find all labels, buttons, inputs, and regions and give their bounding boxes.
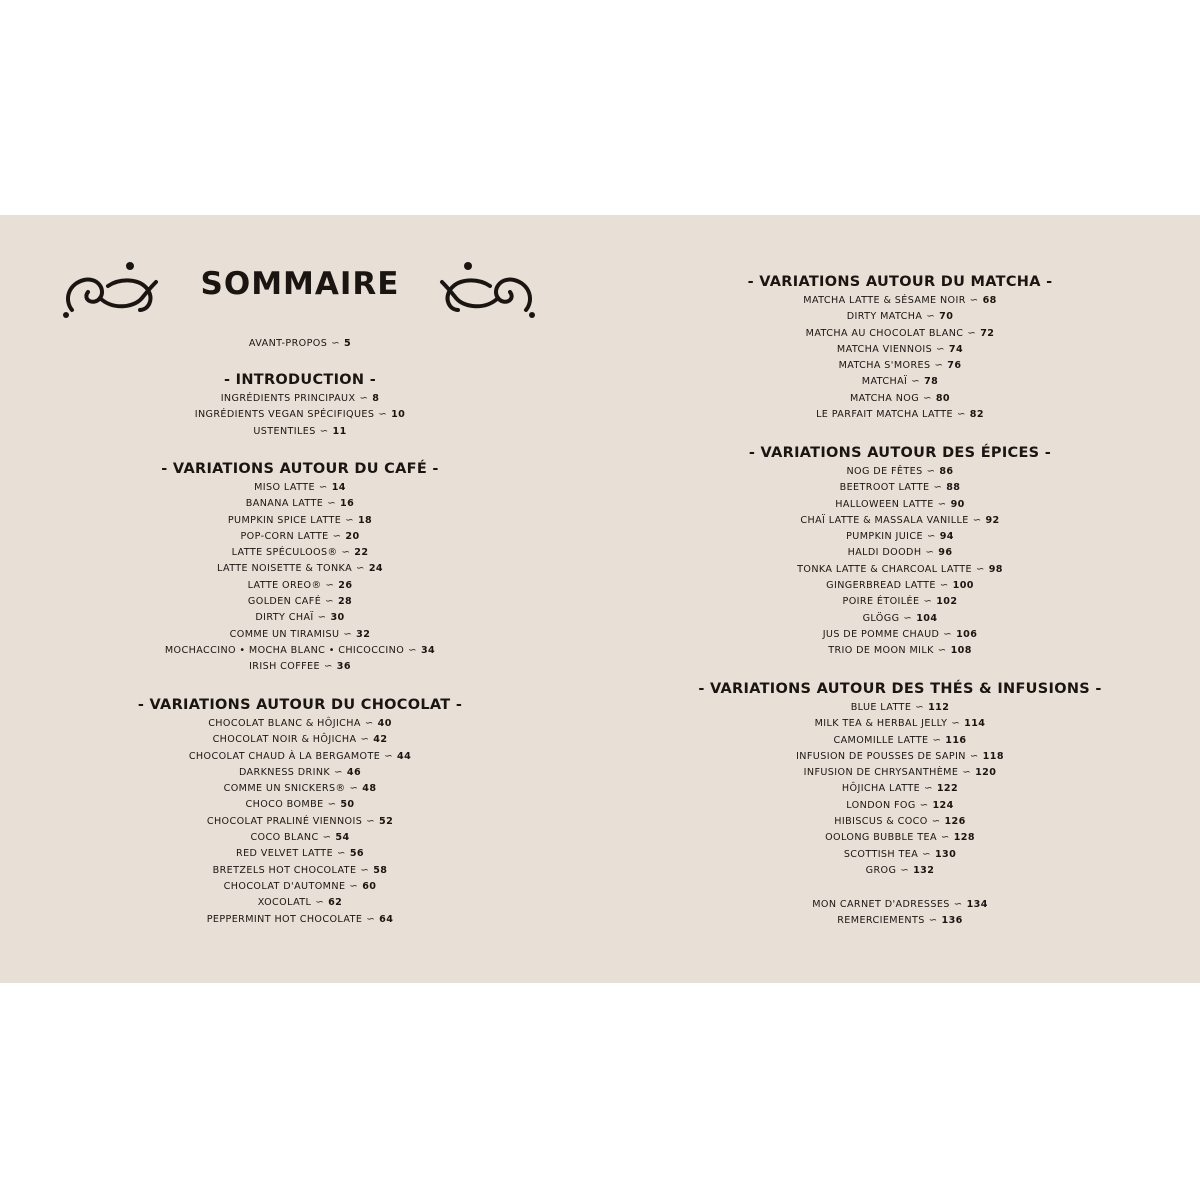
entry-page: 130	[934, 848, 957, 860]
separator-icon: ∽	[327, 799, 337, 811]
entry-label: PEPPERMINT HOT CHOCOLATE	[206, 913, 363, 925]
toc-entry[interactable]	[600, 700, 1200, 716]
toc-entry[interactable]	[600, 480, 1200, 496]
toc-entry[interactable]	[600, 545, 1200, 561]
section-cafe	[0, 458, 600, 676]
entry-label: CHOCO BOMBE	[245, 799, 324, 811]
entry-label: CHOCOLAT D'AUTOMNE	[223, 880, 346, 892]
toc-entry[interactable]	[600, 407, 1200, 423]
entry-page: 106	[956, 628, 978, 640]
separator-icon: ∽	[924, 783, 933, 795]
separator-icon: ∽	[923, 392, 932, 404]
entry-label: PUMPKIN SPICE LATTE	[227, 514, 342, 526]
separator-icon: ∽	[926, 311, 936, 323]
section-title: - VARIATIONS AUTOUR DU MATCHA -	[747, 274, 1053, 290]
entry-page: 22	[354, 547, 369, 559]
section-matcha	[600, 271, 1200, 423]
separator-icon: ∽	[933, 482, 943, 494]
separator-icon: ∽	[366, 913, 376, 925]
separator-icon: ∽	[384, 750, 393, 762]
book-spread	[0, 215, 1200, 983]
entry-page: 58	[373, 864, 388, 876]
toc-entry[interactable]	[600, 781, 1200, 797]
section-introduction	[0, 369, 600, 440]
toc-entry[interactable]	[600, 716, 1200, 732]
separator-icon: ∽	[937, 645, 947, 657]
entry-page: 28	[337, 596, 353, 608]
entry-page: 10	[391, 409, 406, 421]
separator-icon: ∽	[408, 644, 417, 656]
toc-entry[interactable]	[0, 863, 600, 879]
entry-page: 108	[950, 645, 972, 657]
separator-icon: ∽	[956, 409, 966, 421]
entry-label: COMME UN TIRAMISU	[229, 628, 340, 640]
toc-entry[interactable]	[600, 798, 1200, 814]
toc-entry[interactable]	[0, 610, 600, 626]
entry-label: LATTE OREO®	[247, 579, 322, 591]
entry-page: 124	[932, 799, 954, 811]
separator-icon: ∽	[919, 799, 929, 811]
entry-label: DARKNESS DRINK	[238, 766, 331, 778]
toc-entry[interactable]	[0, 895, 600, 911]
entry-page: 30	[330, 612, 345, 624]
entry-page: 118	[982, 750, 1004, 762]
toc-entry[interactable]	[0, 830, 600, 846]
entry-label: IRISH COFFEE	[249, 661, 320, 673]
toc-entry[interactable]	[0, 912, 600, 928]
entry-label: LATTE SPÉCULOOS®	[231, 547, 338, 559]
toc-entry[interactable]	[600, 578, 1200, 594]
entry-label: POP-CORN LATTE	[240, 530, 329, 542]
separator-icon: ∽	[932, 734, 942, 746]
entry-page: 100	[952, 580, 974, 592]
entry-page: 116	[945, 734, 967, 746]
entry-page: 26	[338, 579, 353, 591]
separator-icon: ∽	[349, 783, 359, 795]
separator-icon: ∽	[323, 661, 333, 673]
entry-label: MATCHA AU CHOCOLAT BLANC	[805, 327, 964, 339]
toc-entry[interactable]	[600, 847, 1200, 863]
entry-label: MON CARNET D'ADRESSES	[812, 899, 950, 910]
separator-icon: ∽	[969, 295, 979, 306]
separator-icon: ∽	[923, 596, 933, 608]
toc-entry[interactable]	[0, 391, 600, 407]
toc-entry[interactable]	[0, 797, 600, 813]
title-row	[0, 260, 600, 330]
entry-page: 86	[939, 466, 954, 477]
toc-entry[interactable]	[0, 781, 600, 797]
entry-label: HALLOWEEN LATTE	[835, 498, 934, 510]
entry-page: 120	[975, 767, 997, 779]
toc-entry[interactable]	[0, 578, 600, 594]
section-title: - VARIATIONS AUTOUR DES ÉPICES -	[748, 445, 1052, 461]
toc-entry[interactable]	[600, 529, 1200, 545]
toc-entry[interactable]	[600, 358, 1200, 374]
toc-entry[interactable]	[0, 716, 600, 732]
separator-icon: ∽	[962, 767, 972, 779]
toc-entry[interactable]	[600, 863, 1200, 879]
entry-label: LATTE NOISETTE & TONKA	[217, 563, 353, 575]
entry-label: JUS DE POMME CHAUD	[822, 628, 940, 640]
entry-page: 76	[947, 360, 962, 372]
separator-icon: ∽	[969, 750, 979, 762]
toc-entry[interactable]	[600, 374, 1200, 390]
entry-label: MISO LATTE	[254, 482, 315, 493]
separator-icon: ∽	[922, 848, 931, 860]
entry-label: INFUSION DE CHRYSANTHÈME	[803, 767, 959, 779]
entry-page: 34	[420, 644, 436, 656]
entry-label: BEETROOT LATTE	[839, 482, 930, 494]
entry-page: 128	[953, 832, 975, 844]
entry-label: TONKA LATTE & CHARCOAL LATTE	[797, 563, 972, 575]
entry-page: 70	[939, 311, 954, 323]
separator-icon: ∽	[318, 482, 328, 493]
entry-label: GINGERBREAD LATTE	[826, 580, 936, 592]
entry-label: CHOCOLAT NOIR & HÔJICHA	[212, 734, 357, 746]
entry-label: MATCHA S'MORES	[838, 360, 931, 372]
separator-icon: ∽	[951, 718, 961, 730]
separator-icon: ∽	[928, 915, 938, 927]
entry-page: 14	[331, 482, 346, 493]
entry-page: 94	[939, 531, 954, 543]
toc-entry[interactable]	[600, 342, 1200, 358]
entry-page: 90	[950, 498, 965, 510]
separator-icon: ∽	[940, 832, 950, 844]
entry-label: GLÖGG	[862, 612, 900, 624]
toc-entry[interactable]	[0, 545, 600, 561]
separator-icon: ∽	[315, 897, 325, 909]
toc-entry[interactable]	[0, 732, 600, 748]
entry-label: LE PARFAIT MATCHA LATTE	[816, 409, 953, 421]
entry-label: HIBISCUS & COCO	[834, 816, 928, 828]
entry-page: 136	[941, 915, 963, 927]
entry-label: LONDON FOG	[846, 799, 916, 811]
entry-label: MATCHA NOG	[849, 392, 920, 404]
toc-entry[interactable]	[600, 562, 1200, 578]
separator-icon: ∽	[343, 628, 353, 640]
toc-entry[interactable]	[0, 407, 600, 423]
separator-icon: ∽	[331, 338, 340, 349]
entry-page: 72	[980, 327, 995, 339]
separator-icon: ∽	[345, 514, 354, 526]
entry-label: CHOCOLAT CHAUD À LA BERGAMOTE	[188, 750, 381, 762]
entry-label: CHOCOLAT PRALINÉ VIENNOIS	[206, 815, 363, 827]
entry-label: INGRÉDIENTS VEGAN SPÉCIFIQUES	[194, 409, 375, 421]
entry-page: 78	[924, 376, 939, 388]
section-title: - VARIATIONS AUTOUR DU CAFÉ -	[161, 461, 439, 477]
separator-icon: ∽	[317, 612, 327, 624]
separator-icon: ∽	[939, 580, 949, 592]
separator-icon: ∽	[967, 327, 977, 339]
entry-label: BANANA LATTE	[245, 498, 324, 510]
entry-page: 54	[335, 832, 350, 844]
entry-label: BLUE LATTE	[850, 702, 912, 713]
toc-entry[interactable]	[0, 643, 600, 659]
toc-entry[interactable]	[600, 513, 1200, 529]
entry-page: 126	[944, 816, 966, 828]
entry-label: MOCHACCINO • MOCHA BLANC • CHICOCCINO	[164, 644, 405, 656]
entry-page: 11	[332, 425, 347, 437]
toc-entry[interactable]	[0, 846, 600, 862]
entry-label: TRIO DE MOON MILK	[828, 645, 934, 657]
entry-page: 50	[340, 799, 355, 811]
toc-entry[interactable]	[0, 814, 600, 830]
separator-icon: ∽	[334, 766, 343, 778]
entry-label: REMERCIEMENTS	[837, 915, 925, 927]
separator-icon: ∽	[911, 376, 921, 388]
entry-page: 68	[982, 295, 997, 306]
entry-label: COMME UN SNICKERS®	[223, 783, 346, 795]
entry-page: 92	[985, 514, 1000, 526]
entry-page: 122	[936, 783, 959, 795]
toc-entry[interactable]	[0, 749, 600, 765]
extras-block	[600, 897, 1200, 930]
entry-page: 18	[357, 514, 373, 526]
separator-icon: ∽	[936, 343, 945, 355]
entry-label: USTENTILES	[253, 425, 316, 437]
entry-label: POIRE ÉTOILÉE	[842, 596, 920, 608]
entry-label: INGRÉDIENTS PRINCIPAUX	[220, 393, 356, 404]
separator-icon: ∽	[934, 360, 944, 372]
entry-label: MATCHA VIENNOIS	[836, 343, 933, 355]
entry-label: NOG DE FÊTES	[846, 466, 923, 477]
entry-page: 114	[964, 718, 986, 730]
entry-label: RED VELVET LATTE	[236, 848, 334, 860]
separator-icon: ∽	[360, 864, 370, 876]
toc-entry[interactable]	[600, 594, 1200, 610]
entry-page: 60	[362, 880, 377, 892]
entry-page: 88	[946, 482, 961, 494]
separator-icon: ∽	[937, 498, 947, 510]
entry-label: GROG	[865, 864, 897, 876]
separator-icon: ∽	[325, 579, 335, 591]
separator-icon: ∽	[325, 596, 334, 608]
entry-page: 102	[936, 596, 958, 608]
section-epices	[600, 442, 1200, 660]
separator-icon: ∽	[953, 899, 963, 910]
entry-label: GOLDEN CAFÉ	[247, 596, 322, 608]
toc-entry[interactable]	[600, 749, 1200, 765]
entry-page: 64	[379, 913, 394, 925]
entry-label: SCOTTISH TEA	[843, 848, 919, 860]
entry-page: 96	[938, 547, 953, 559]
entry-page: 8	[372, 393, 380, 404]
toc-entry[interactable]	[0, 513, 600, 529]
entry-label: MATCHA LATTE & SÉSAME NOIR	[803, 295, 966, 306]
entry-page: 132	[913, 864, 935, 876]
section-thes-infusions	[600, 678, 1200, 879]
entry-label: COCO BLANC	[250, 832, 319, 844]
entry-page: 80	[935, 392, 951, 404]
entry-page: 52	[379, 815, 394, 827]
entry-label: BRETZELS HOT CHOCOLATE	[212, 864, 357, 876]
section-title: - INTRODUCTION -	[223, 372, 377, 388]
entry-page: 112	[928, 702, 950, 713]
toc-entry[interactable]	[600, 326, 1200, 342]
separator-icon: ∽	[319, 425, 329, 437]
separator-icon: ∽	[337, 848, 346, 860]
toc-entry[interactable]	[0, 594, 600, 610]
toc-entry[interactable]	[600, 913, 1200, 929]
entry-label: DIRTY MATCHA	[846, 311, 923, 323]
toc-entry[interactable]	[0, 879, 600, 895]
toc-entry[interactable]	[0, 424, 600, 440]
entry-label: AVANT-PROPOS	[248, 338, 328, 349]
entry-label: HALDI DOODH	[847, 547, 922, 559]
flourish-right-icon	[438, 260, 538, 324]
entry-page: 44	[397, 750, 412, 762]
toc-entry[interactable]	[0, 659, 600, 675]
toc-entry[interactable]	[0, 627, 600, 643]
separator-icon: ∽	[900, 864, 910, 876]
toc-entry[interactable]	[600, 643, 1200, 659]
entry-page: 74	[948, 343, 964, 355]
section-title: - VARIATIONS AUTOUR DES THÉS & INFUSIONS -	[698, 681, 1102, 697]
entry-label: PUMPKIN JUICE	[846, 531, 923, 543]
toc-entry[interactable]	[600, 293, 1200, 309]
separator-icon: ∽	[926, 531, 936, 543]
entry-label: CHOCOLAT BLANC & HÔJICHA	[208, 718, 361, 729]
entry-label: HÔJICHA LATTE	[841, 783, 921, 795]
toc-entry[interactable]	[0, 336, 600, 352]
separator-icon: ∽	[366, 815, 375, 827]
toc-entry[interactable]	[0, 765, 600, 781]
toc-entry[interactable]	[600, 309, 1200, 325]
toc-entry[interactable]	[0, 529, 600, 545]
avant-propos-block	[0, 336, 600, 352]
entry-label: CAMOMILLE LATTE	[833, 734, 929, 746]
entry-label: CHAÏ LATTE & MASSALA VANILLE	[800, 514, 969, 526]
entry-page: 56	[349, 848, 364, 860]
entry-page: 42	[373, 734, 388, 746]
page-title: SOMMAIRE	[200, 266, 400, 302]
separator-icon: ∽	[926, 466, 936, 477]
toc-entry[interactable]	[0, 496, 600, 512]
entry-label: DIRTY CHAÏ	[255, 612, 314, 624]
entry-page: 62	[328, 897, 343, 909]
separator-icon: ∽	[943, 628, 953, 640]
toc-entry[interactable]	[600, 814, 1200, 830]
separator-icon: ∽	[332, 530, 342, 542]
toc-entry[interactable]	[600, 627, 1200, 643]
separator-icon: ∽	[359, 393, 369, 404]
entry-label: MATCHAÏ	[861, 376, 908, 388]
separator-icon: ∽	[356, 563, 365, 575]
entry-page: 104	[916, 612, 938, 624]
separator-icon: ∽	[925, 547, 935, 559]
separator-icon: ∽	[915, 702, 925, 713]
separator-icon: ∽	[931, 816, 941, 828]
separator-icon: ∽	[378, 409, 388, 421]
entry-page: 32	[356, 628, 371, 640]
entry-page: 82	[969, 409, 984, 421]
toc-entry[interactable]	[600, 611, 1200, 627]
toc-entry[interactable]	[600, 391, 1200, 407]
separator-icon: ∽	[322, 832, 332, 844]
separator-icon: ∽	[349, 880, 359, 892]
separator-icon: ∽	[364, 718, 374, 729]
toc-entry[interactable]	[600, 830, 1200, 846]
section-chocolat	[0, 694, 600, 928]
entry-page: 46	[346, 766, 362, 778]
entry-label: INFUSION DE POUSSES DE SAPIN	[796, 750, 966, 762]
section-title: - VARIATIONS AUTOUR DU CHOCOLAT -	[137, 697, 463, 713]
entry-page: 48	[362, 783, 377, 795]
entry-page: 36	[336, 661, 351, 673]
toc-entry[interactable]	[600, 765, 1200, 781]
entry-label: MILK TEA & HERBAL JELLY	[814, 718, 948, 730]
entry-page: 16	[340, 498, 355, 510]
toc-entry[interactable]	[0, 561, 600, 577]
separator-icon: ∽	[972, 514, 982, 526]
toc-entry[interactable]	[600, 733, 1200, 749]
separator-icon: ∽	[903, 612, 913, 624]
entry-label: XOCOLATL	[257, 897, 312, 909]
entry-page: 24	[368, 563, 383, 575]
entry-page: 20	[345, 530, 360, 542]
separator-icon: ∽	[975, 563, 985, 575]
entry-page: 98	[988, 563, 1003, 575]
separator-icon: ∽	[341, 547, 351, 559]
toc-entry[interactable]	[600, 464, 1200, 480]
toc-entry[interactable]	[600, 497, 1200, 513]
entry-label: OOLONG BUBBLE TEA	[825, 832, 937, 844]
entry-page: 134	[966, 899, 988, 910]
separator-icon: ∽	[327, 498, 337, 510]
entry-page: 5	[344, 338, 352, 349]
separator-icon: ∽	[360, 734, 370, 746]
toc-entry[interactable]	[0, 480, 600, 496]
toc-entry[interactable]	[600, 897, 1200, 913]
entry-page: 40	[377, 718, 392, 729]
